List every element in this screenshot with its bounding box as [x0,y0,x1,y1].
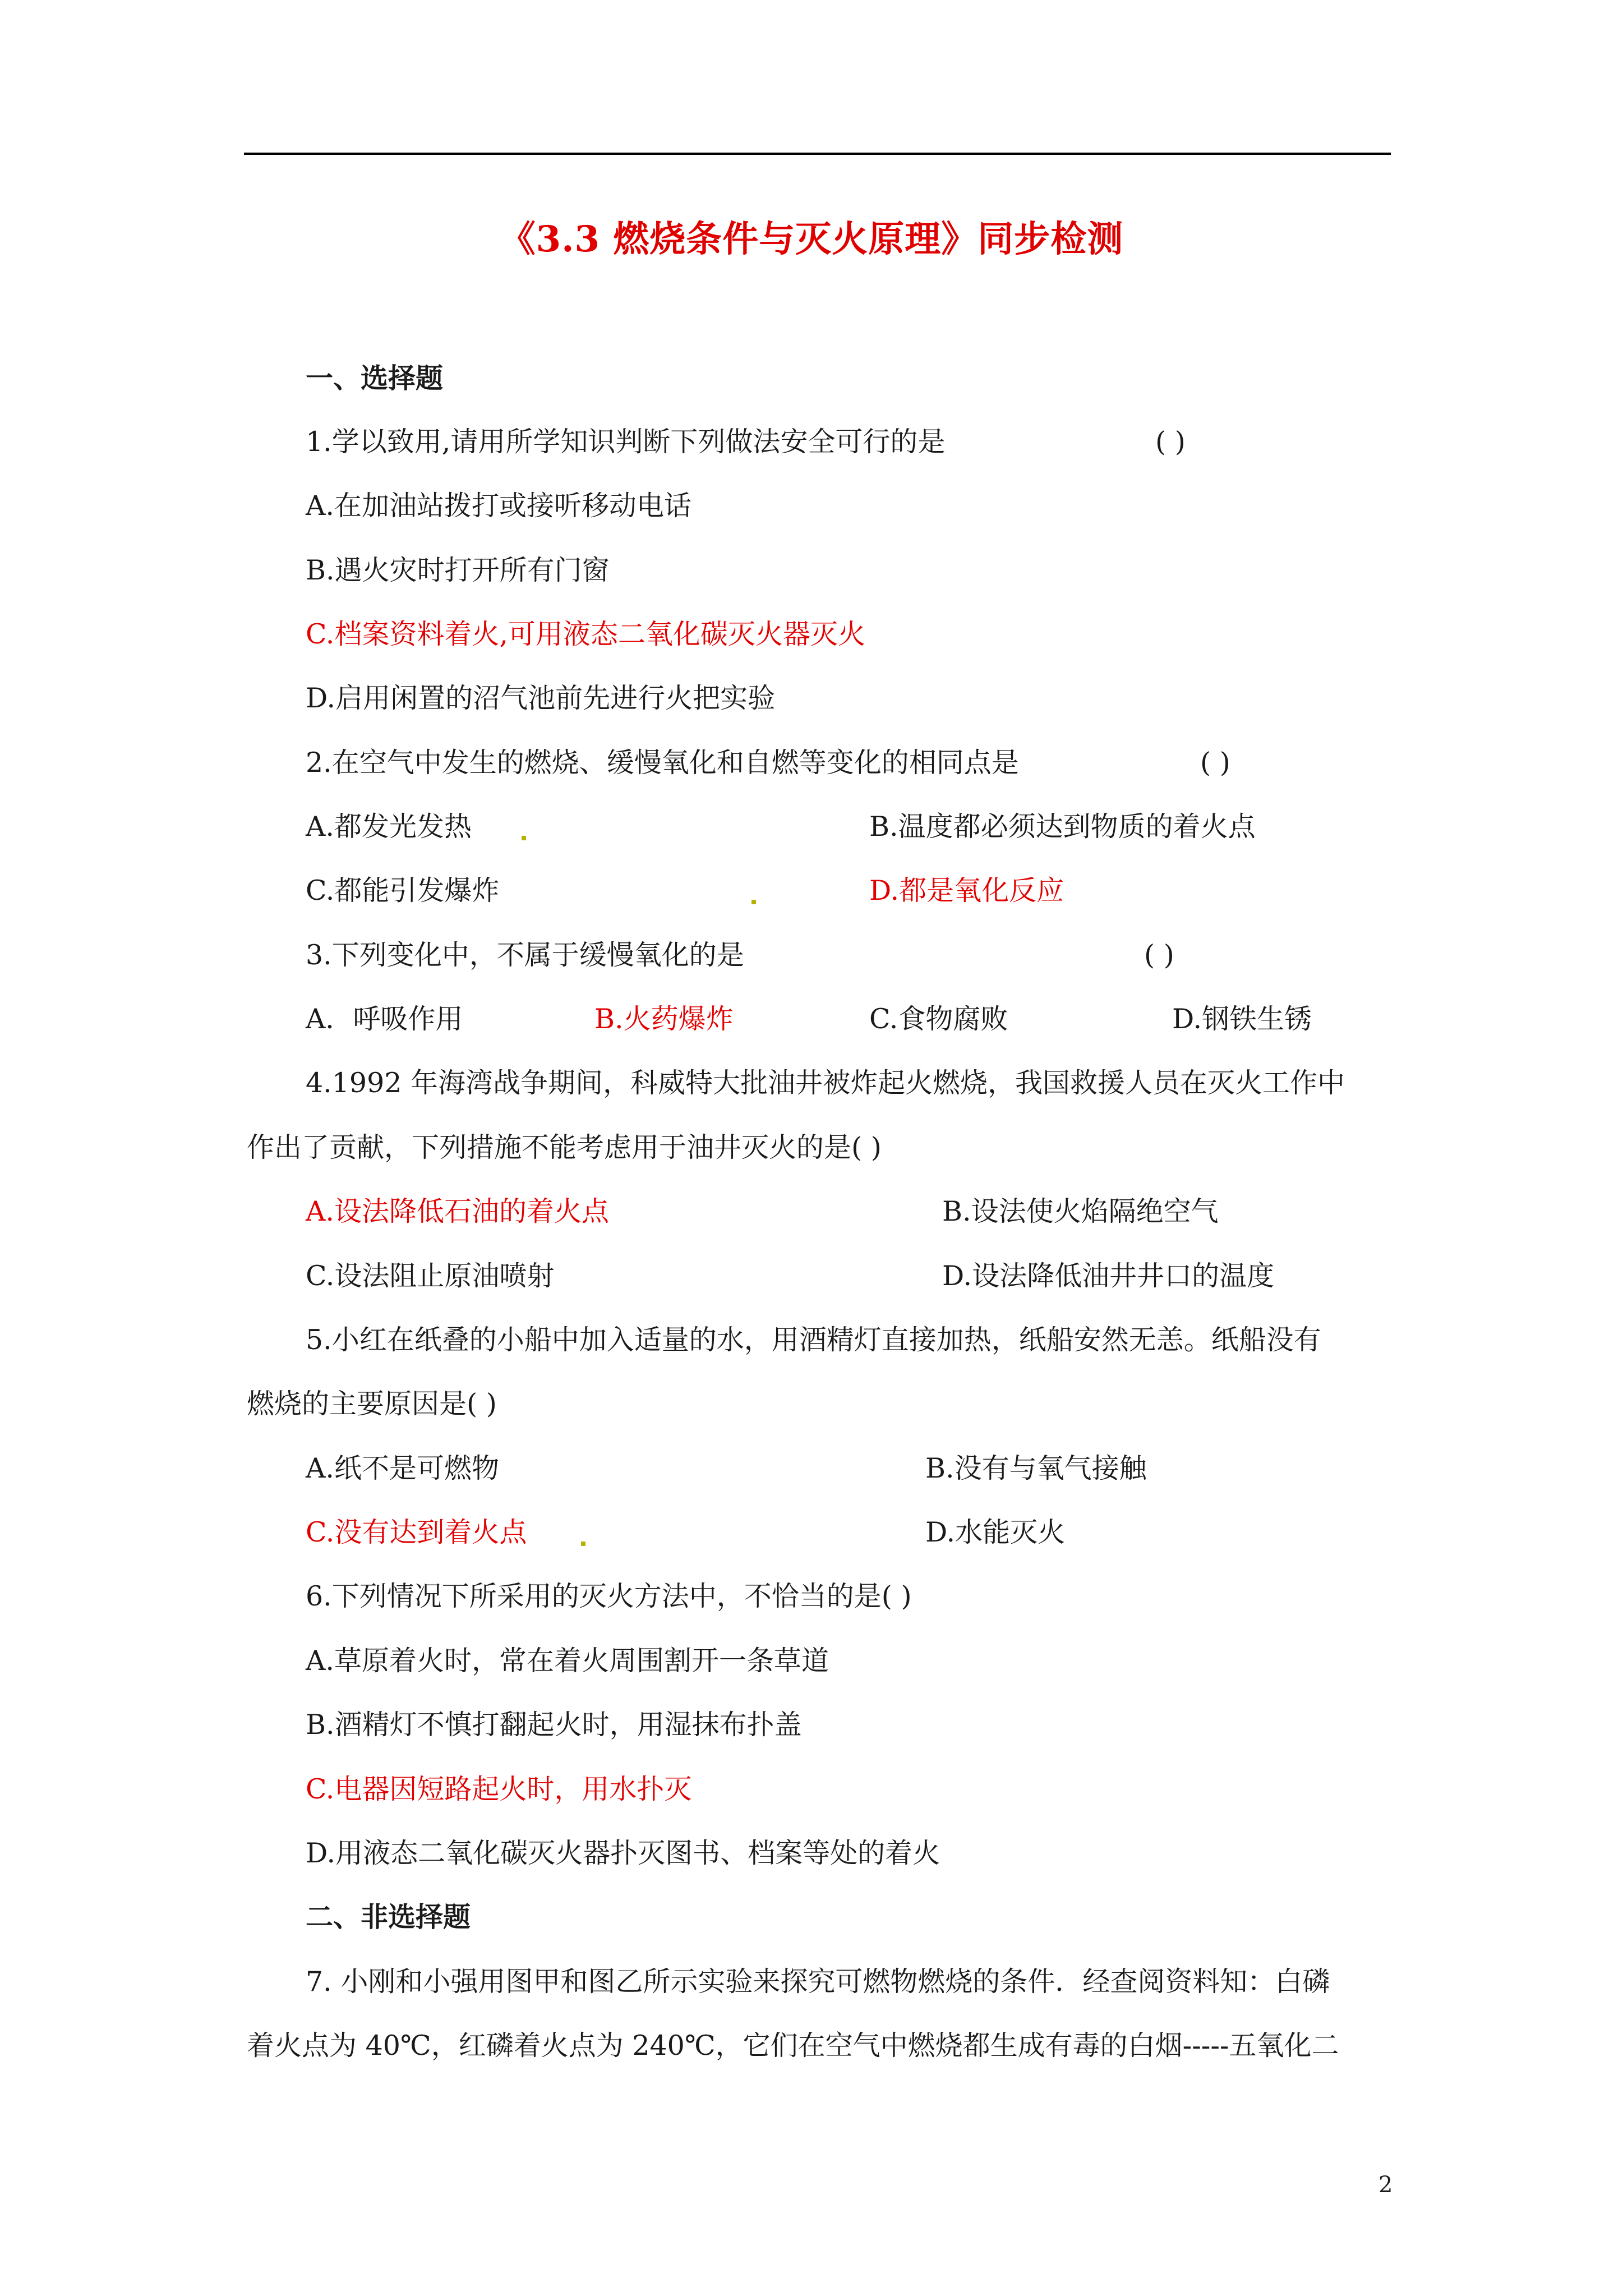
q4-option-d: D.设法降低油井井口的温度 [942,1260,1275,1292]
q7-line2: 着火点为 40℃，红磷着火点为 240℃，它们在空气中燃烧都生成有毒的白烟-----五氧化二 [247,2030,1339,2062]
q6-option-d: D.用液态二氧化碳灭火器扑灭图书、档案等处的着火 [306,1837,940,1869]
q1-option-c-answer: C.档案资料着火,可用液态二氧化碳灭火器灭火 [306,618,865,650]
q6-stem: 6.下列情况下所采用的灭火方法中，不恰当的是( ) [306,1580,912,1612]
q2-option-a: A.都发光发热 [306,811,472,843]
q5-stem-line1: 5.小红在纸叠的小船中加入适量的水，用酒精灯直接加热，纸船安然无恙。纸船没有 [306,1324,1321,1356]
q3-stem: 3.下列变化中，不属于缓慢氧化的是 [306,939,744,971]
q6-option-b: B.酒精灯不慎打翻起火时，用湿抹布扑盖 [306,1709,802,1741]
q2-option-d-answer: D.都是氧化反应 [869,875,1064,907]
q7-line1: 7. 小刚和小强用图甲和图乙所示实验来探究可燃物燃烧的条件．经查阅资料知：白磷 [306,1966,1330,1998]
q6-option-c-answer: C.电器因短路起火时，用水扑灭 [306,1773,692,1805]
q5-option-c-answer: C.没有达到着火点 [306,1516,527,1548]
q1-option-d: D.启用闲置的沼气池前先进行火把实验 [306,682,776,714]
q3-answer-paren: ( ) [1144,939,1174,971]
q3-option-b-answer: B.火药爆炸 [594,1003,734,1035]
stray-dot [751,900,756,904]
q4-option-a-answer: A.设法降低石油的着火点 [306,1195,609,1227]
page-number: 2 [1378,2172,1393,2198]
stray-dot [581,1542,585,1546]
section-nonchoice-heading: 二、非选择题 [306,1901,471,1933]
q1-stem: 1.学以致用,请用所学知识判断下列做法安全可行的是 [306,426,946,458]
page-title: 《3.3 燃烧条件与灭火原理》同步检测 [499,218,1124,260]
q1-option-a: A.在加油站拨打或接听移动电话 [306,490,691,522]
q4-stem-line1: 4.1992 年海湾战争期间，科威特大批油井被炸起火燃烧，我国救援人员在灭火工作中 [306,1067,1345,1099]
q2-option-c: C.都能引发爆炸 [306,875,500,907]
q3-option-d: D.钢铁生锈 [1172,1003,1312,1035]
q1-option-b: B.遇火灾时打开所有门窗 [306,554,610,586]
q1-answer-paren: ( ) [1155,426,1186,458]
q6-option-a: A.草原着火时，常在着火周围割开一条草道 [306,1645,829,1677]
q2-stem: 2.在空气中发生的燃烧、缓慢氧化和自燃等变化的相同点是 [306,747,1019,779]
q4-stem-line2: 作出了贡献，下列措施不能考虑用于油井灭火的是( ) [247,1131,882,1163]
q3-option-a: A．呼吸作用 [306,1003,463,1035]
q4-option-b: B.设法使火焰隔绝空气 [942,1195,1219,1227]
q2-answer-paren: ( ) [1200,747,1230,779]
header-rule [244,153,1391,155]
q2-option-b: B.温度都必须达到物质的着火点 [869,811,1256,843]
q3-option-c: C.食物腐败 [869,1003,1008,1035]
q5-option-d: D.水能灭火 [925,1516,1066,1548]
q5-stem-line2: 燃烧的主要原因是( ) [247,1388,497,1420]
q4-option-c: C.设法阻止原油喷射 [306,1260,555,1292]
q5-option-b: B.没有与氧气接触 [925,1452,1147,1484]
stray-dot [522,836,526,840]
q5-option-a: A.纸不是可燃物 [306,1452,499,1484]
section-choice-heading: 一、选择题 [306,362,444,394]
